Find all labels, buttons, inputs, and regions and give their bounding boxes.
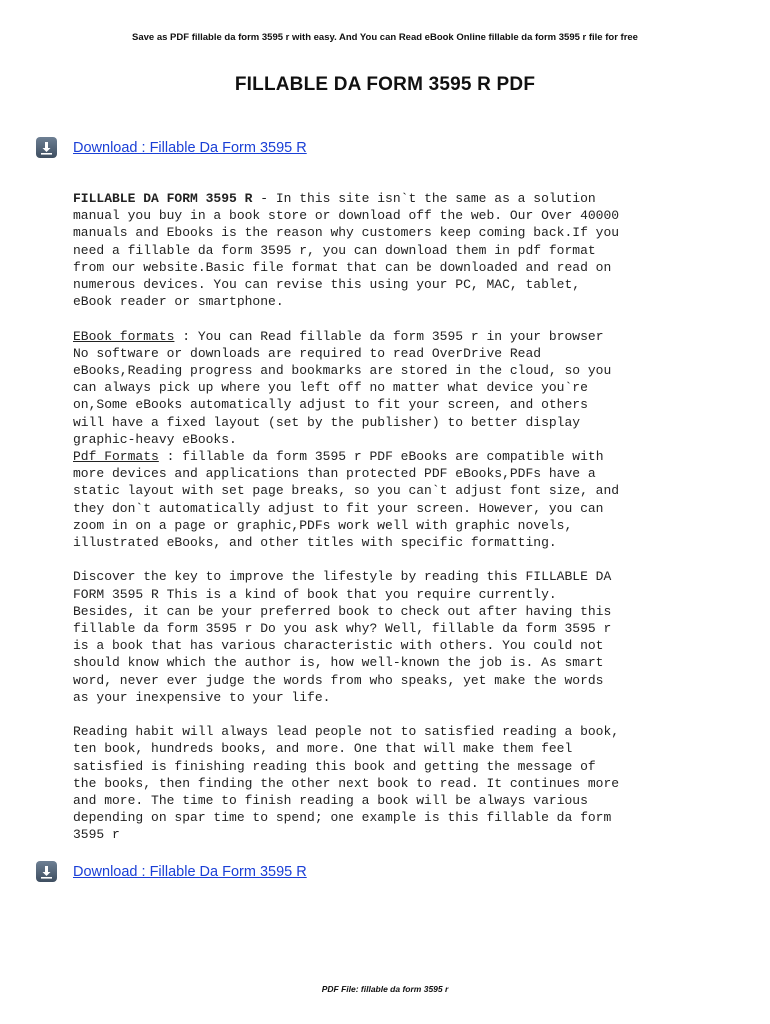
text-line: depending on spar time to spend; one example is this fillable da form [73, 810, 612, 826]
intro-first-line: FILLABLE DA FORM 3595 R - In this site isn`t the same as a solution [73, 191, 596, 206]
page-title: FILLABLE DA FORM 3595 R PDF [234, 74, 536, 95]
text-line: ten book, hundreds books, and more. One that will make them feel [73, 741, 573, 757]
download-icon[interactable] [36, 861, 57, 882]
ebook-formats-link[interactable]: EBook formats [73, 328, 175, 344]
download-link-top[interactable]: Download : Fillable Da Form 3595 R [73, 139, 307, 156]
text-line: is a book that has various characteristic with others. You could not [73, 638, 604, 654]
text-line: illustrated eBooks, and other titles with specific formatting. [73, 535, 557, 551]
text-line: zoom in on a page or graphic,PDFs work well with graphic novels, [73, 517, 573, 533]
text-line: satisfied is finishing reading this book and getting the message of [73, 758, 596, 774]
text-line: No software or downloads are required to read OverDrive Read [73, 345, 542, 361]
text-line: word, never ever judge the words from who speaks, yet make the words [73, 672, 604, 688]
text-line: should know which the author is, how well-known the job is. As smart [73, 655, 604, 671]
text-line: static layout with set page breaks, so you can`t adjust font size, and [73, 483, 620, 499]
text-line: 3595 r [73, 827, 120, 843]
text-line: more devices and applications than protected PDF eBooks,PDFs have a [73, 466, 596, 482]
pdf-formats-link[interactable]: Pdf Formats [73, 449, 159, 465]
text-line: they don`t automatically adjust to fit your screen. However, you can [73, 500, 604, 516]
document-body [73, 190, 743, 844]
text-line: manual you buy in a book store or download off the web. Our Over 40000 [73, 208, 620, 224]
header-note: Save as PDF fillable da form 3595 r with easy. And You can Read eBook Online fillable da form 3595 r file for free [132, 32, 638, 43]
footer-file-label: PDF File: fillable da form 3595 r [321, 984, 449, 994]
text-line: Discover the key to improve the lifestyle by reading this FILLABLE DA [73, 569, 612, 585]
download-icon[interactable] [36, 137, 57, 158]
text-line: need a fillable da form 3595 r, you can download them in pdf format [73, 242, 596, 258]
download-link-bottom[interactable]: Download : Fillable Da Form 3595 R [73, 863, 307, 880]
text-line: Reading habit will always lead people not to satisfied reading a book, [73, 724, 620, 740]
text-line: FORM 3595 R This is a kind of book that you require currently. [73, 586, 557, 602]
text-line: eBooks,Reading progress and bookmarks are stored in the cloud, so you [73, 363, 612, 379]
text-line: will have a fixed layout (set by the publisher) to better display [73, 414, 581, 430]
text-line: eBook reader or smartphone. [73, 294, 284, 310]
download-row-top[interactable] [36, 137, 307, 158]
intro-heading: FILLABLE DA FORM 3595 R [73, 191, 253, 206]
text-line: can always pick up where you left off no matter what device you`re [73, 380, 588, 396]
pdf-first-line: Pdf Formats : fillable da form 3595 r PDF eBooks are compatible with [73, 449, 604, 465]
text-line: and more. The time to finish reading a book will be always various [73, 793, 588, 809]
text-line: Besides, it can be your preferred book to check out after having this [73, 603, 612, 619]
download-row-bottom[interactable] [36, 861, 307, 882]
text-line: fillable da form 3595 r Do you ask why? Well, fillable da form 3595 r [73, 621, 612, 637]
text-line: manuals and Ebooks is the reason why customers keep coming back.If you [73, 225, 620, 241]
text-line: the books, then finding the other next book to read. It continues more [73, 775, 620, 791]
ebook-first-line: EBook formats : You can Read fillable da form 3595 r in your browser [73, 328, 604, 344]
text-line: from our website.Basic file format that can be downloaded and read on [73, 259, 612, 275]
text-line: numerous devices. You can revise this using your PC, MAC, tablet, [73, 277, 581, 293]
text-line: on,Some eBooks automatically adjust to fit your screen, and others [73, 397, 588, 413]
text-line: graphic-heavy eBooks. [73, 431, 237, 447]
text-line: as your inexpensive to your life. [73, 689, 331, 705]
